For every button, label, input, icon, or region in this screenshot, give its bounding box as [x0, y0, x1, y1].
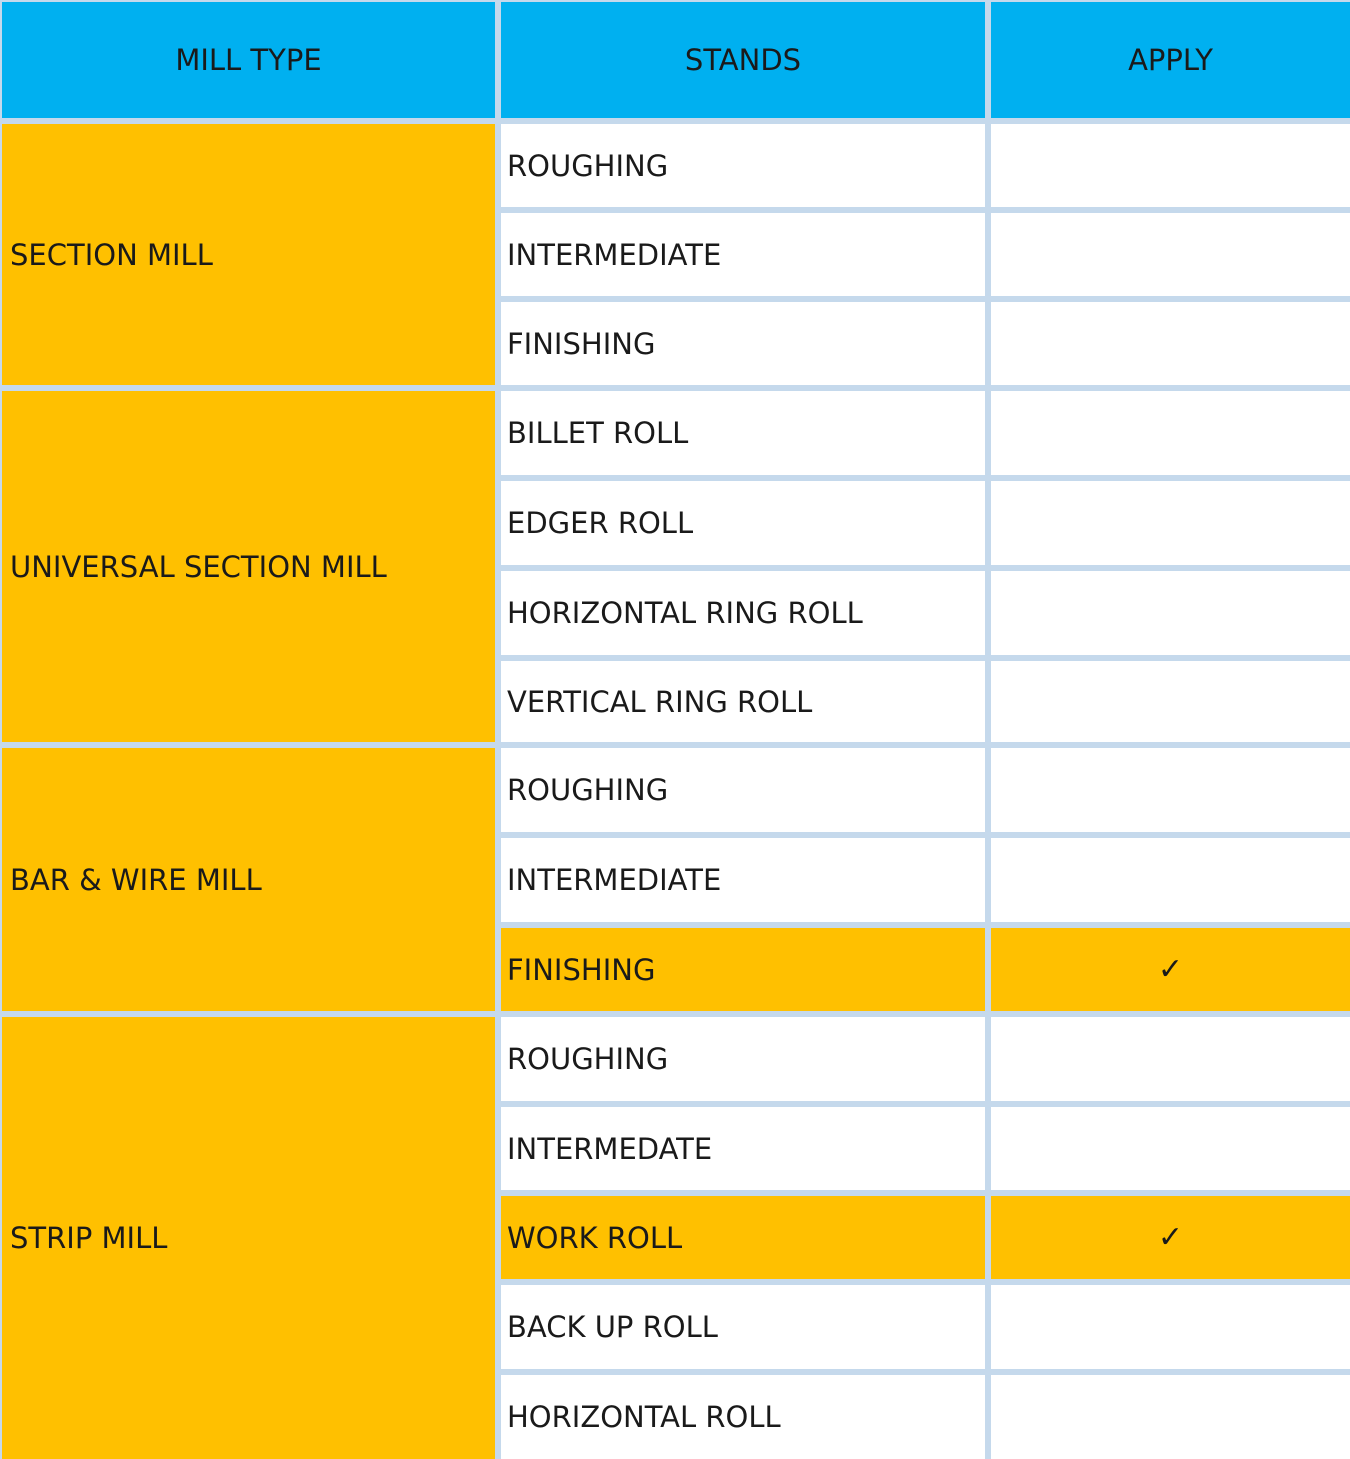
apply-cell[interactable]	[991, 1107, 1350, 1190]
stand-cell: ROUGHING	[501, 748, 985, 832]
stand-cell: HORIZONTAL ROLL	[501, 1375, 985, 1459]
stand-cell: INTERMEDIATE	[501, 213, 985, 296]
apply-cell[interactable]	[991, 1017, 1350, 1101]
mill-type-cell: SECTION MILL	[2, 124, 495, 385]
header-apply: APPLY	[991, 2, 1350, 118]
apply-cell[interactable]	[991, 748, 1350, 832]
stand-cell: ROUGHING	[501, 124, 985, 207]
apply-cell[interactable]	[991, 124, 1350, 207]
stand-cell: INTERMEDIATE	[501, 838, 985, 922]
apply-cell-checked[interactable]	[991, 1196, 1350, 1279]
stand-cell: ROUGHING	[501, 1017, 985, 1101]
stand-cell: VERTICAL RING ROLL	[501, 661, 985, 742]
mill-type-cell: UNIVERSAL SECTION MILL	[2, 391, 495, 742]
mill-type-cell: BAR & WIRE MILL	[2, 748, 495, 1011]
check-mark-icon: ✓	[1157, 1219, 1184, 1255]
apply-cell[interactable]	[991, 838, 1350, 922]
stand-cell: BACK UP ROLL	[501, 1285, 985, 1369]
apply-cell[interactable]	[991, 661, 1350, 742]
stand-cell: EDGER ROLL	[501, 481, 985, 565]
stand-cell-highlighted: FINISHING	[501, 928, 985, 1011]
apply-cell[interactable]	[991, 1375, 1350, 1459]
header-mill-type: MILL TYPE	[2, 2, 495, 118]
stand-cell: HORIZONTAL RING ROLL	[501, 571, 985, 655]
apply-cell[interactable]	[991, 302, 1350, 385]
apply-cell[interactable]	[991, 481, 1350, 565]
apply-cell-checked[interactable]	[991, 928, 1350, 1011]
stand-cell: BILLET ROLL	[501, 391, 985, 475]
stand-cell-highlighted: WORK ROLL	[501, 1196, 985, 1279]
apply-cell[interactable]	[991, 571, 1350, 655]
apply-cell[interactable]	[991, 391, 1350, 475]
stand-cell: FINISHING	[501, 302, 985, 385]
mill-type-cell: STRIP MILL	[2, 1017, 495, 1459]
header-stands: STANDS	[501, 2, 985, 118]
apply-cell[interactable]	[991, 1285, 1350, 1369]
stand-cell: INTERMEDATE	[501, 1107, 985, 1190]
apply-cell[interactable]	[991, 213, 1350, 296]
check-mark-icon: ✓	[1157, 951, 1184, 987]
